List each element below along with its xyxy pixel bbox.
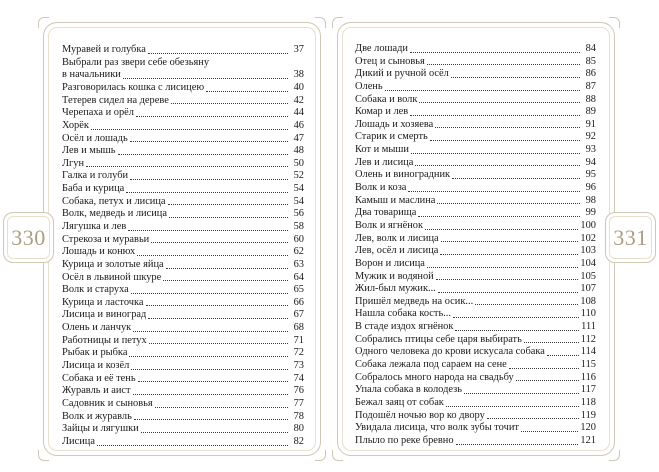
toc-entry [355,245,596,258]
toc-entry-title: Собралось много народа на свадьбу [355,371,514,383]
toc-entry-page: 63 [293,258,304,270]
toc-entry [355,283,596,296]
dot-leader [436,279,579,280]
toc-entry-title: Работницы и петух [62,334,147,346]
dot-leader [475,304,578,305]
toc-entry-title: Лягушка и лев [62,220,127,232]
toc-entry [62,133,304,146]
toc-entry-title: Рыбак и рыбка [62,347,128,359]
toc-entry [62,423,304,436]
toc-entry [355,359,596,372]
dot-leader [171,103,288,104]
toc-entry-page: 110 [580,308,596,320]
toc-entry-title: Увидала лисица, что волк зубы точит [355,422,519,434]
toc-entry-page: 91 [585,118,596,130]
dot-leader [453,317,579,318]
dot-leader [411,153,580,154]
dot-leader [206,91,288,92]
frame-ornament [315,450,326,461]
toc-entry-page: 37 [293,44,304,55]
dot-leader [408,191,580,192]
dot-leader [163,280,288,281]
dot-leader [126,192,288,193]
toc-entry [62,385,304,398]
toc-entry [62,170,304,183]
toc-entry-page: 38 [293,69,304,81]
dot-leader [131,293,288,294]
toc-entry [355,384,596,397]
toc-entry-page: 60 [293,233,304,245]
toc-entry-title: Упала собака в колодезь [355,384,462,396]
toc-entry-title: Плыло по реке бревно [355,434,454,446]
toc-entry-page: 116 [580,371,596,383]
toc-entry-title: Лисица и козёл [62,360,130,372]
dot-leader [456,444,579,445]
toc-entry [62,196,304,209]
toc-entry-page: 98 [585,194,596,206]
frame-ornament [315,17,326,28]
dot-leader [133,394,288,395]
dot-leader [155,407,288,408]
toc-entry-title: Волк, медведь и лисица [62,208,167,220]
toc-entry-title: Собака и её тень [62,372,136,384]
toc-entry-page: 86 [585,68,596,80]
toc-entry [355,435,596,448]
toc-entry-title: Галка и голуби [62,170,129,182]
toc-entry-page: 99 [585,207,596,219]
toc-entry-page: 82 [293,435,304,447]
toc-entry [62,436,304,449]
toc-entry-title: Осёл в львиной шкуре [62,271,162,283]
toc-entry [62,398,304,411]
dot-leader [524,342,579,343]
toc-entry [355,68,596,81]
dot-leader [521,431,578,432]
toc-entry-page: 85 [585,55,596,67]
frame-ornament [332,450,343,461]
toc-entry-title: Бежал заяц от собак [355,396,444,408]
dot-leader [410,52,580,53]
dot-leader [516,380,579,381]
toc-entry [62,360,304,373]
toc-entry-page: 120 [580,422,596,434]
dot-leader [149,343,288,344]
toc-entry [62,95,304,108]
dot-leader [86,166,288,167]
toc-entry-title: Собрались птицы себе царя выбирать [355,333,522,345]
toc-entry-page: 115 [580,359,596,371]
toc-entry-page: 74 [293,372,304,384]
dot-leader [134,419,288,420]
dot-leader [151,242,288,243]
toc-entry [355,258,596,271]
toc-entry-title: Жил-был мужик... [355,283,436,295]
page-number-tab-left: 330 [3,212,54,263]
frame-ornament [38,17,49,28]
toc-entry-page: 111 [581,321,596,333]
toc-entry [355,182,596,195]
toc-entry-page: 92 [585,131,596,143]
toc-entry-page: 54 [293,195,304,207]
dot-leader [130,179,288,180]
right-page [337,22,615,456]
toc-entry-page: 64 [293,271,304,283]
toc-entry [62,373,304,386]
toc-entry-title: Волк и коза [355,182,407,194]
toc-entry-page: 104 [580,257,596,269]
toc-entry-page: 62 [293,246,304,258]
toc-entry-title: Одного человека до крови искусала собака [355,346,545,358]
toc-entry-page: 105 [580,270,596,282]
toc-entry [62,221,304,234]
toc-entry-page: 119 [580,409,596,421]
dot-leader [452,178,580,179]
toc-entry-title: Собака и волк [355,93,418,105]
toc-entry [355,81,596,94]
toc-entry-title: Курица и золотые яйца [62,258,164,270]
table-of-contents-left [62,44,304,449]
toc-entry [62,284,304,297]
frame-ornament [38,450,49,461]
toc-entry-title: Курица и ласточка [62,296,144,308]
toc-entry-title: Лгун [62,157,85,169]
dot-leader [123,78,288,79]
toc-entry-title: Нашла собака кость... [355,308,451,320]
dot-leader [118,154,288,155]
toc-entry-page: 68 [293,322,304,334]
dot-leader [168,204,288,205]
toc-entry-page: 48 [293,145,304,157]
toc-entry-title: Мужик и водяной [355,270,434,282]
toc-entry [62,297,304,310]
toc-entry-title: Журавль и аист [62,385,131,397]
toc-entry-page: 114 [580,346,596,358]
dot-leader [437,203,580,204]
dot-leader [547,355,579,356]
toc-entry [62,309,304,322]
toc-entry-title: Лев, волк и лисица [355,232,439,244]
toc-entry-page: 54 [293,183,304,195]
toc-entry [62,335,304,348]
toc-entry-title: Отец и сыновья [355,55,425,67]
toc-entry-page: 108 [580,295,596,307]
toc-entry-title: В стаде издох ягнёнок [355,321,454,333]
toc-entry-page: 52 [293,170,304,182]
dot-leader [129,356,288,357]
dot-leader [440,254,578,255]
toc-entry [62,120,304,133]
toc-entry-title: Осёл и лошадь [62,132,128,144]
toc-entry-page: 40 [293,81,304,93]
toc-entry [355,334,596,347]
toc-entry-title: Два товарища [355,207,417,219]
toc-entry-page: 46 [293,119,304,131]
toc-entry-page: 56 [293,208,304,220]
toc-entry-page: 94 [585,156,596,168]
toc-entry [62,347,304,360]
toc-entry [62,107,304,120]
toc-entry [62,158,304,171]
toc-entry-title: Лошадь и конюх [62,246,136,258]
toc-entry [355,271,596,284]
page-number-tab-right: 331 [605,212,656,263]
toc-entry-title: Лисица и виноград [62,309,147,321]
dot-leader [130,141,288,142]
toc-entry [355,207,596,220]
toc-entry-page: 89 [585,106,596,118]
toc-entry [62,246,304,259]
toc-entry-page: 121 [580,434,596,446]
dot-leader [148,53,288,54]
toc-entry-page: 50 [293,157,304,169]
toc-entry-title: Олень и виноградник [355,169,451,181]
toc-entry [62,145,304,158]
toc-entry-page: 47 [293,132,304,144]
toc-entry-page: 58 [293,220,304,232]
toc-entry-title: Садовник и сыновья [62,397,153,409]
toc-entry-title: Подошёл ночью вор ко двору [355,409,485,421]
dot-leader [427,64,580,65]
dot-leader [425,229,578,230]
toc-entry [355,296,596,309]
toc-entry [355,169,596,182]
toc-entry [355,422,596,435]
dot-leader [418,216,580,217]
toc-entry [355,372,596,385]
toc-entry-page: 118 [580,396,596,408]
toc-entry [62,183,304,196]
toc-entry-page: 65 [293,284,304,296]
toc-entry-page: 117 [580,384,596,396]
toc-entry-title: Олень и ланчук [62,322,132,334]
dot-leader [435,127,580,128]
toc-entry [62,82,304,95]
toc-entry-title: Лошадь и хозяева [355,118,434,130]
toc-entry [355,346,596,359]
dot-leader [464,393,579,394]
frame-ornament [609,17,620,28]
toc-entry-page: 102 [580,232,596,244]
dot-leader [138,381,288,382]
toc-entry-title: Собака, петух и лисица [62,195,166,207]
toc-entry-title: Старик и смерть [355,131,428,143]
toc-entry-page: 80 [293,423,304,435]
toc-entry [62,259,304,272]
toc-entry [62,322,304,335]
toc-entry-title: Ворон и лисица [355,257,425,269]
dot-leader [509,368,579,369]
dot-leader [427,267,578,268]
toc-entry-title: Олень [355,80,383,92]
dot-leader [166,268,288,269]
dot-leader [385,90,580,91]
toc-entry [62,57,304,82]
toc-entry-page: 66 [293,296,304,308]
toc-entry [355,220,596,233]
dot-leader [137,255,288,256]
toc-entry-title: Тетерев сидел на дереве [62,94,169,106]
toc-entry-page: 71 [293,334,304,346]
toc-entry [355,144,596,157]
frame-ornament [609,450,620,461]
toc-entry [355,56,596,69]
dot-leader [97,445,288,446]
dot-leader [133,331,288,332]
toc-entry-page: 87 [585,80,596,92]
toc-entry [62,208,304,221]
toc-entry [62,272,304,285]
toc-entry [355,233,596,246]
left-page [43,22,321,456]
toc-entry-title: Дикий и ручной осёл [355,68,449,80]
toc-entry-title: Черепаха и орёл [62,107,134,119]
toc-entry-title: Волк и ягнёнок [355,219,423,231]
toc-entry-page: 84 [585,43,596,54]
toc-entry-page: 78 [293,410,304,422]
toc-entry-title: Волк и старуха [62,284,129,296]
toc-entry-page: 44 [293,107,304,119]
dot-leader [487,418,579,419]
toc-entry [355,43,596,56]
toc-entry-title: Комар и лев [355,106,409,118]
dot-leader [148,318,288,319]
dot-leader [455,330,579,331]
toc-entry-title-line: Выбрали раз звери себе обезьяну [62,56,210,68]
dot-leader [415,165,580,166]
toc-entry-page: 95 [585,169,596,181]
toc-entry-title: Кот и мыши [355,144,409,156]
toc-entry [355,94,596,107]
toc-entry-title: Пришёл медведь на осик... [355,295,474,307]
toc-entry [355,131,596,144]
toc-entry [355,195,596,208]
toc-entry-title: Стрекоза и муравьи [62,233,150,245]
toc-entry-title: в начальники [62,69,121,81]
dot-leader [131,369,288,370]
dot-leader [128,230,288,231]
toc-entry-page: 112 [580,333,596,345]
toc-entry [62,411,304,424]
toc-entry [355,397,596,410]
toc-entry [355,119,596,132]
toc-entry-page: 100 [580,219,596,231]
toc-entry-title: Лев и мышь [62,145,116,157]
frame-ornament [332,17,343,28]
toc-entry-title: Разговорилась кошка с лисицею [62,81,205,93]
toc-entry-page: 67 [293,309,304,321]
toc-entry-title: Муравей и голубка [62,44,146,55]
toc-entry-page: 72 [293,347,304,359]
toc-entry-title: Лев, осёл и лисица [355,245,439,257]
dot-leader [136,116,288,117]
toc-entry-title: Зайцы и лягушки [62,423,139,435]
dot-leader [419,102,580,103]
toc-entry-title: Собака лежала под сараем на сене [355,359,507,371]
toc-entry [355,321,596,334]
toc-entry-page: 77 [293,397,304,409]
toc-entry [355,157,596,170]
dot-leader [441,241,579,242]
toc-entry-title: Баба и курица [62,183,125,195]
dot-leader [146,305,289,306]
toc-entry [355,106,596,119]
dot-leader [141,432,288,433]
toc-entry-page: 107 [580,283,596,295]
toc-entry [62,234,304,247]
toc-entry-page: 96 [585,182,596,194]
dot-leader [169,217,288,218]
toc-entry-page: 88 [585,93,596,105]
toc-entry [355,308,596,321]
dot-leader [438,292,579,293]
toc-entry [62,44,304,57]
dot-leader [451,77,580,78]
toc-entry-title: Лев и лисица [355,156,414,168]
toc-entry-title: Волк и журавль [62,410,132,422]
dot-leader [430,140,580,141]
dot-leader [410,115,580,116]
toc-entry-page: 42 [293,94,304,106]
dot-leader [91,129,288,130]
toc-entry-page: 103 [580,245,596,257]
dot-leader [446,406,579,407]
toc-entry-page: 73 [293,360,304,372]
toc-entry-title: Камыш и маслина [355,194,436,206]
toc-entry-title: Хорёк [62,119,89,131]
toc-entry-title: Две лошади [355,43,408,54]
table-of-contents-right [355,43,596,448]
toc-entry [355,410,596,423]
toc-entry-page: 93 [585,144,596,156]
toc-entry-page: 76 [293,385,304,397]
toc-entry-title: Лисица [62,435,95,447]
